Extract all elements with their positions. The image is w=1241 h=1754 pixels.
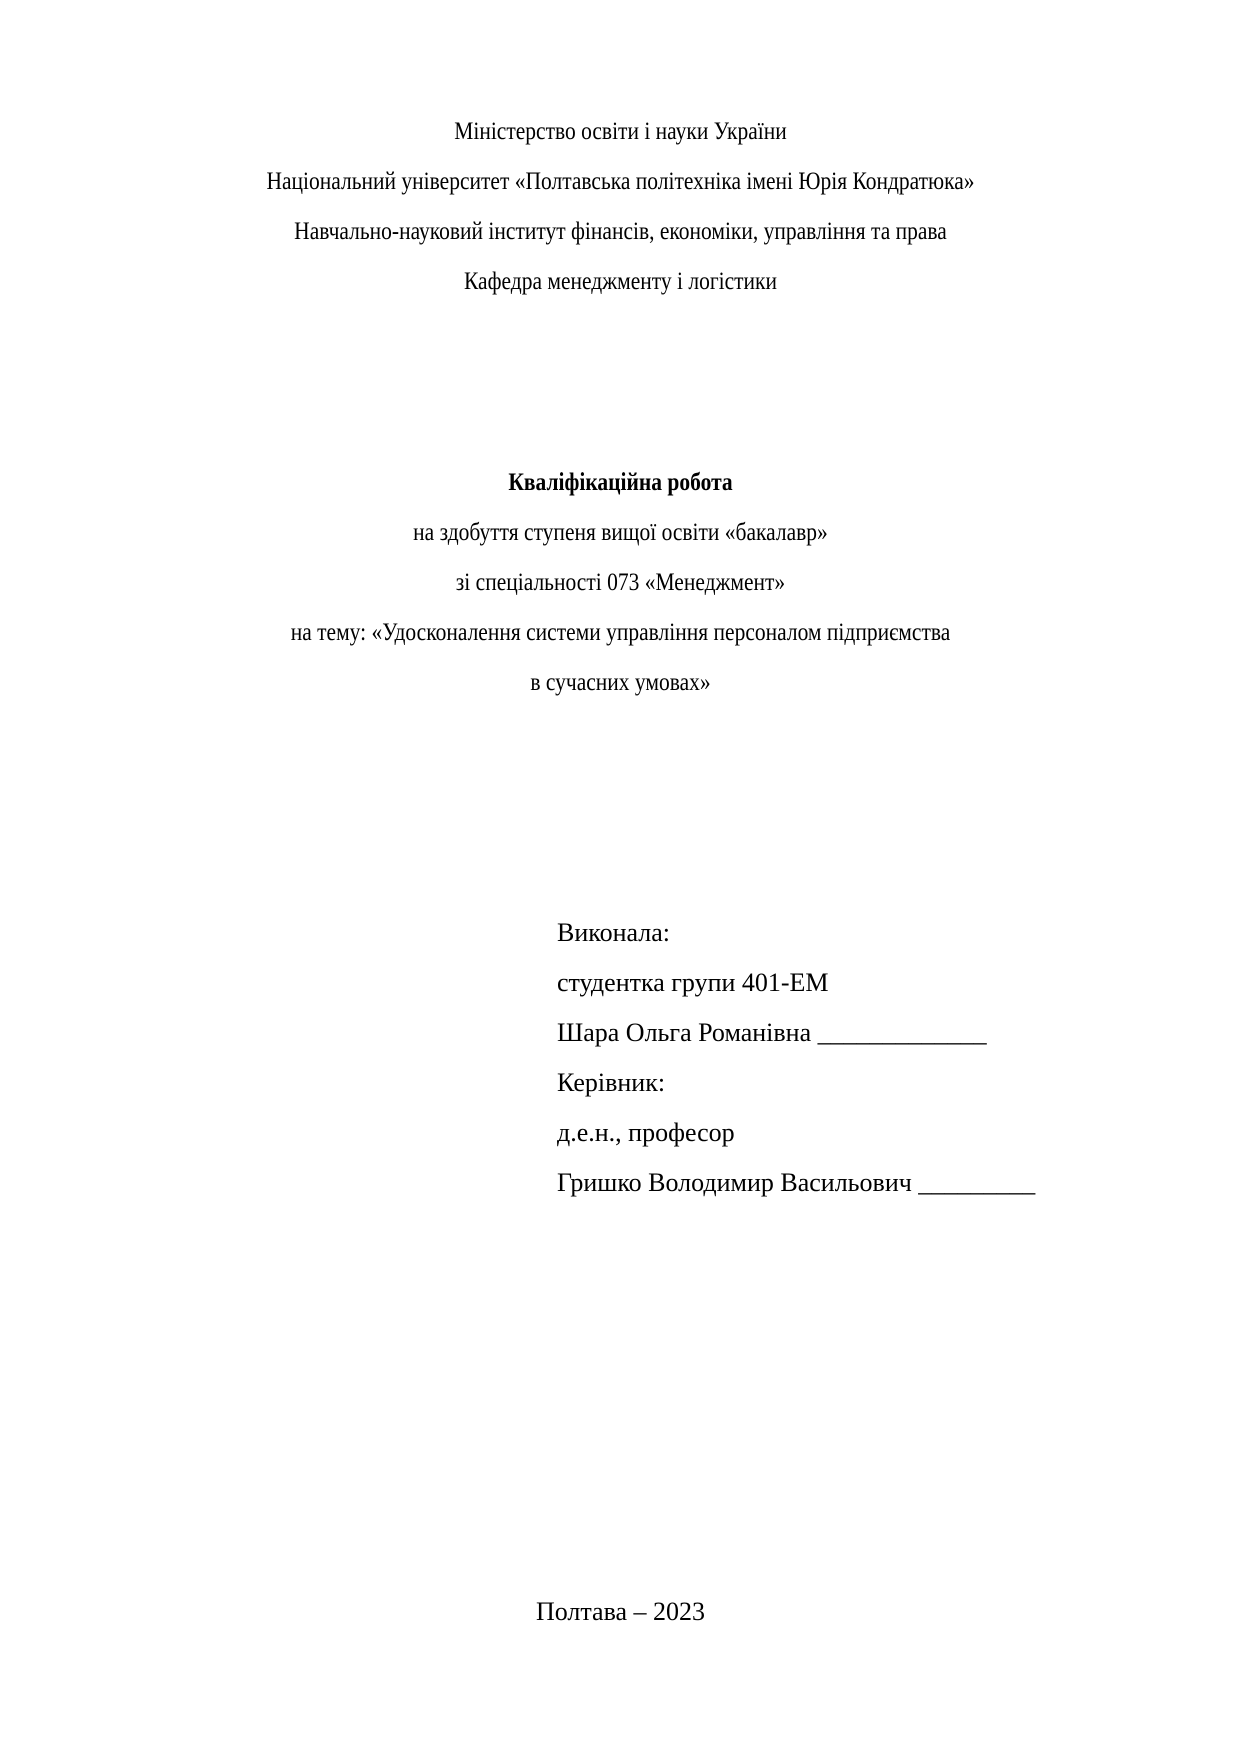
supervisor-name-signature: Гришко Володимир Васильович _________ xyxy=(557,1168,1036,1197)
ministry-heading: Міністерство освіти і науки України xyxy=(454,118,787,145)
university-heading: Національний університет «Полтавська політехніка імені Юрія Кондратюка» xyxy=(266,168,975,195)
department-heading: Кафедра менеджменту і логістики xyxy=(463,268,778,295)
specialty-line: зі спеціальності 073 «Менеджмент» xyxy=(455,569,786,596)
supervisor-degree: д.е.н., професор xyxy=(557,1118,735,1147)
student-name-signature: Шара Ольга Романівна _____________ xyxy=(557,1018,987,1047)
city-year: Полтава – 2023 xyxy=(535,1597,706,1626)
topic-line-1: на тему: «Удосконалення системи управління персоналом підприємства xyxy=(290,619,951,646)
degree-line: на здобуття ступеня вищої освіти «бакалавр» xyxy=(413,519,828,546)
supervisor-label: Керівник: xyxy=(557,1068,666,1097)
performed-label: Виконала: xyxy=(557,918,670,947)
document-title: Кваліфікаційна робота xyxy=(508,469,733,496)
institute-heading: Навчально-науковий інститут фінансів, економіки, управління та права xyxy=(294,218,947,245)
topic-line-2: в сучасних умовах» xyxy=(530,669,711,696)
student-group: студентка групи 401-ЕМ xyxy=(557,968,829,997)
